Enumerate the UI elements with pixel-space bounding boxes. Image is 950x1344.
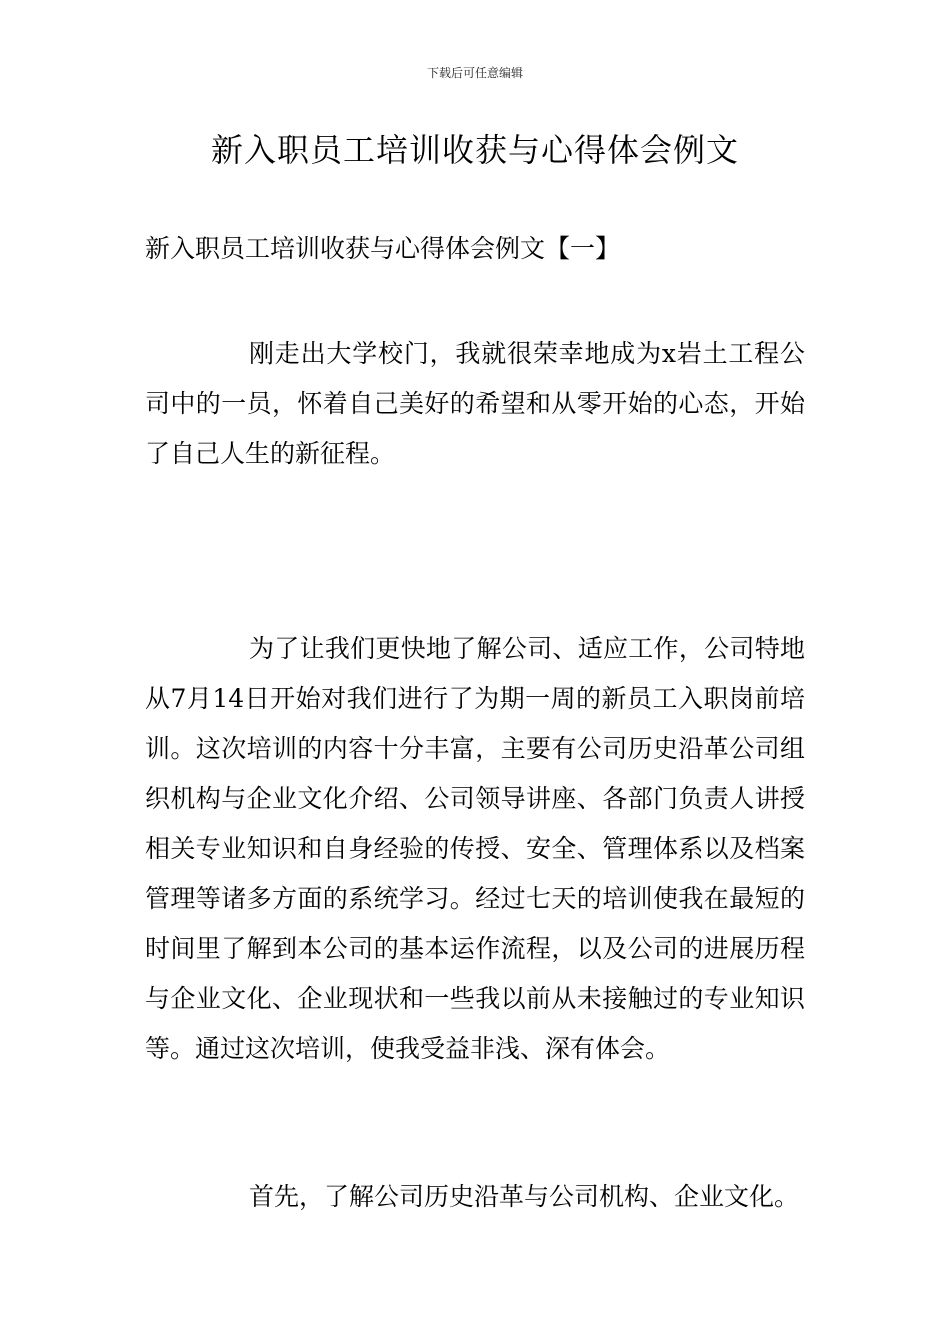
paragraph-2: 为了让我们更快地了解公司、适应工作，公司特地从7月14日开始对我们进行了为期一周的新员工入职岗前培训。这次培训的内容十分丰富，主要有公司历史沿革公司组织机构与企业文化介绍、公司领导讲座、各部门负责人讲授相关专业知识和自身经验的传授、安全、管理体系以及档案管理等诸多方面的系统学习。经过七天的培训使我在最短的时间里了解到本公司的基本运作流程，以及公司的进展历程与企业文化、企业现状和一些我以前从未接触过的专业知识等。通过这次培训，使我受益非浅、深有体会。 (145, 634, 805, 1063)
paragraph-1: 刚走出大学校门，我就很荣幸地成为x岩土工程公司中的一员，怀着自己美好的希望和从零开始的心态，开始了自己人生的新征程。 (145, 339, 805, 468)
header-note: 下载后可任意编辑 (426, 66, 523, 80)
paragraph-3: 首先，了解公司历史沿革与公司机构、企业文化。 (249, 1182, 800, 1211)
document-title: 新入职员工培训收获与心得体会例文 (210, 131, 739, 169)
section-heading: 新入职员工培训收获与心得体会例文【一】 (145, 234, 621, 263)
